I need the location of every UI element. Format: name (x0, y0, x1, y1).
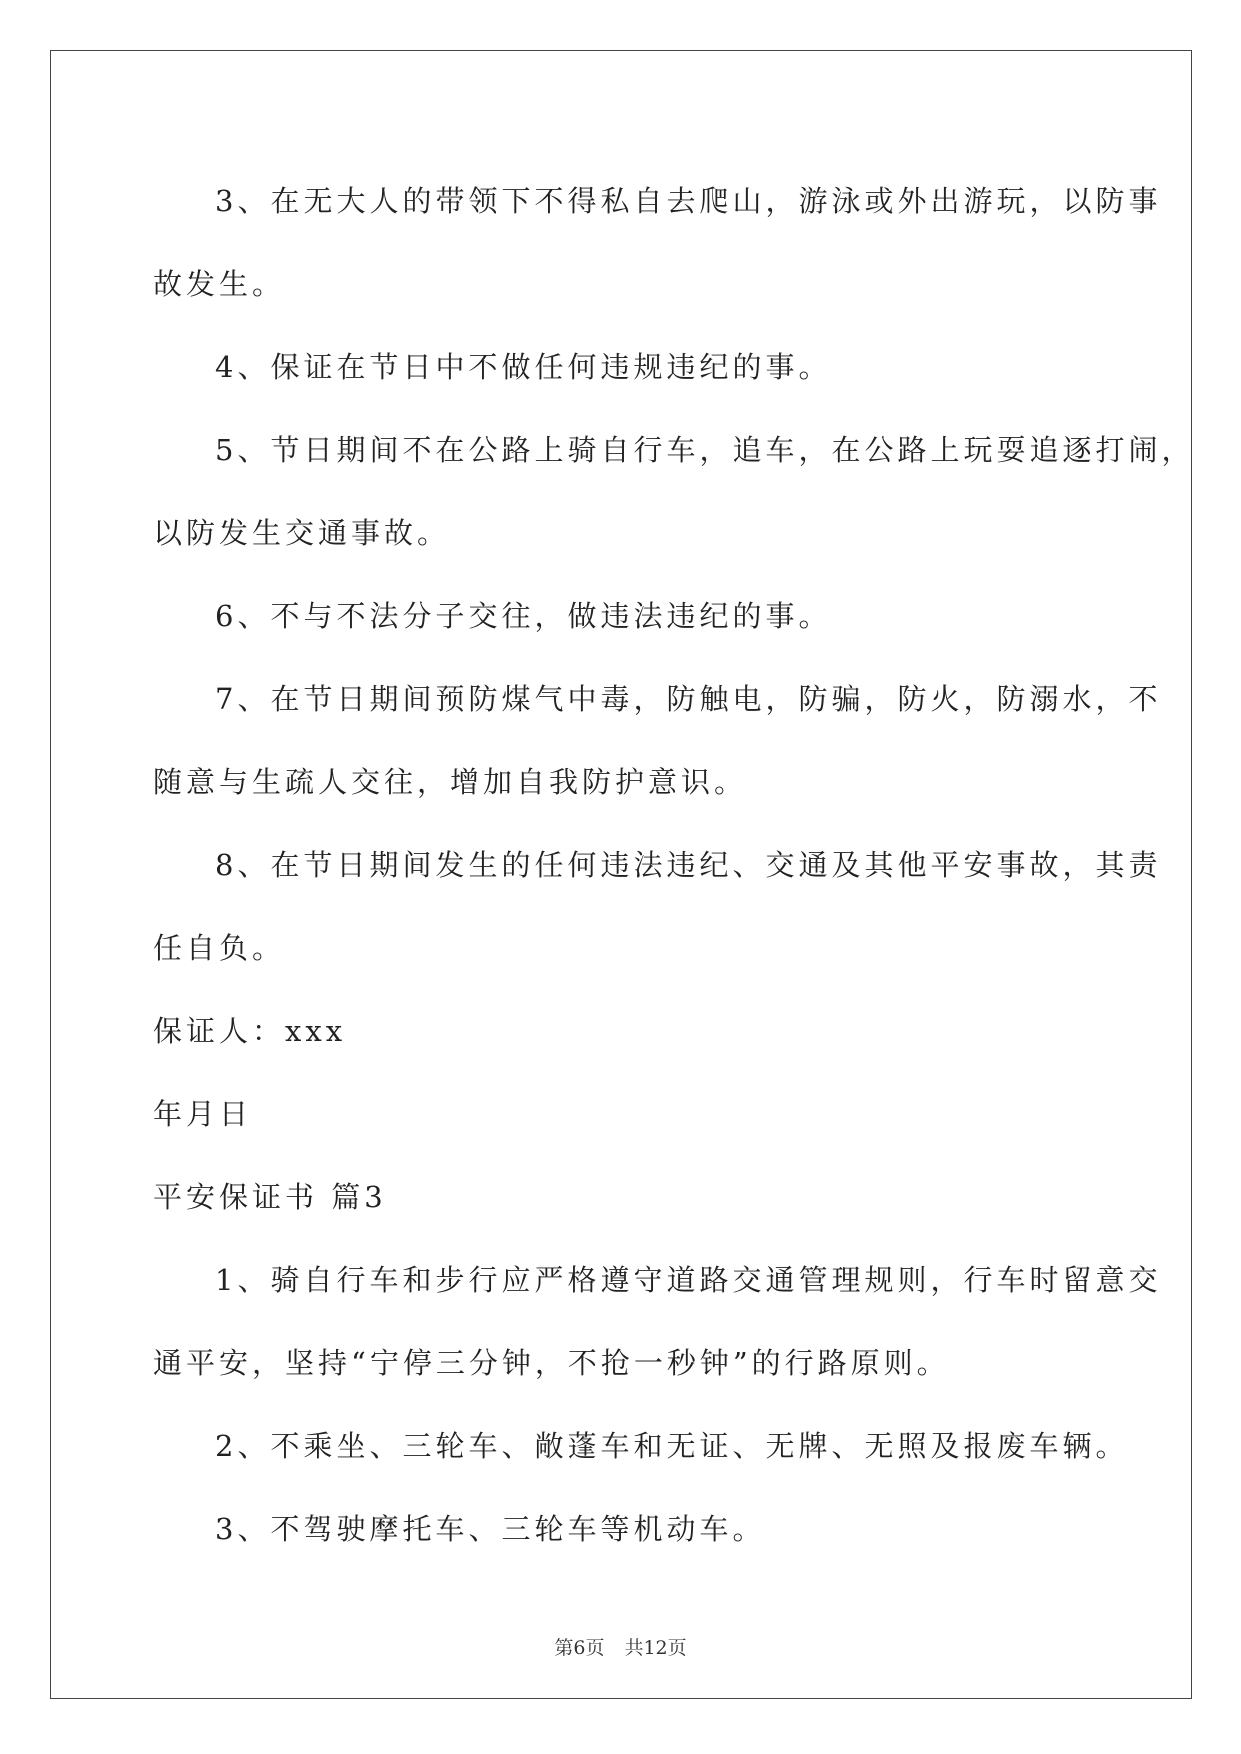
text-line: 6、不与不法分子交往，做违法违纪的事。 (215, 599, 832, 633)
date-line: 年月日 (153, 1097, 253, 1131)
page-total: 共12页 (624, 1637, 687, 1659)
text-line: 通平安，坚持“宁停三分钟，不抢一秒钟”的行路原则。 (153, 1346, 950, 1380)
text-line: 随意与生疏人交往，增加自我防护意识。 (153, 765, 748, 799)
document-body (153, 160, 1195, 1571)
text-line: 任自负。 (153, 931, 286, 965)
text-line: 3、不驾驶摩托车、三轮车等机动车。 (215, 1512, 766, 1546)
text-line: 4、保证在节日中不做任何违规违纪的事。 (215, 350, 832, 384)
page-number: 第6页 (554, 1637, 605, 1659)
signer-line: 保证人：xxx (153, 1014, 347, 1048)
text-line: 2、不乘坐、三轮车、敞蓬车和无证、无牌、无照及报废车辆。 (215, 1429, 1129, 1463)
section-heading: 平安保证书 篇3 (153, 1180, 387, 1214)
text-line: 7、在节日期间预防煤气中毒，防触电，防骗，防火，防溺水，不 (215, 682, 1162, 716)
text-line: 以防发生交通事故。 (153, 516, 451, 550)
text-line: 3、在无大人的带领下不得私自去爬山，游泳或外出游玩，以防事 (215, 184, 1162, 218)
text-line: 8、在节日期间发生的任何违法违纪、交通及其他平安事故，其责 (215, 848, 1162, 882)
text-line: 故发生。 (153, 267, 286, 301)
page-footer (0, 1633, 1241, 1660)
text-line: 1、骑自行车和步行应严格遵守道路交通管理规则，行车时留意交 (215, 1263, 1162, 1297)
text-line: 5、节日期间不在公路上骑自行车，追车，在公路上玩耍追逐打闹， (215, 433, 1195, 467)
